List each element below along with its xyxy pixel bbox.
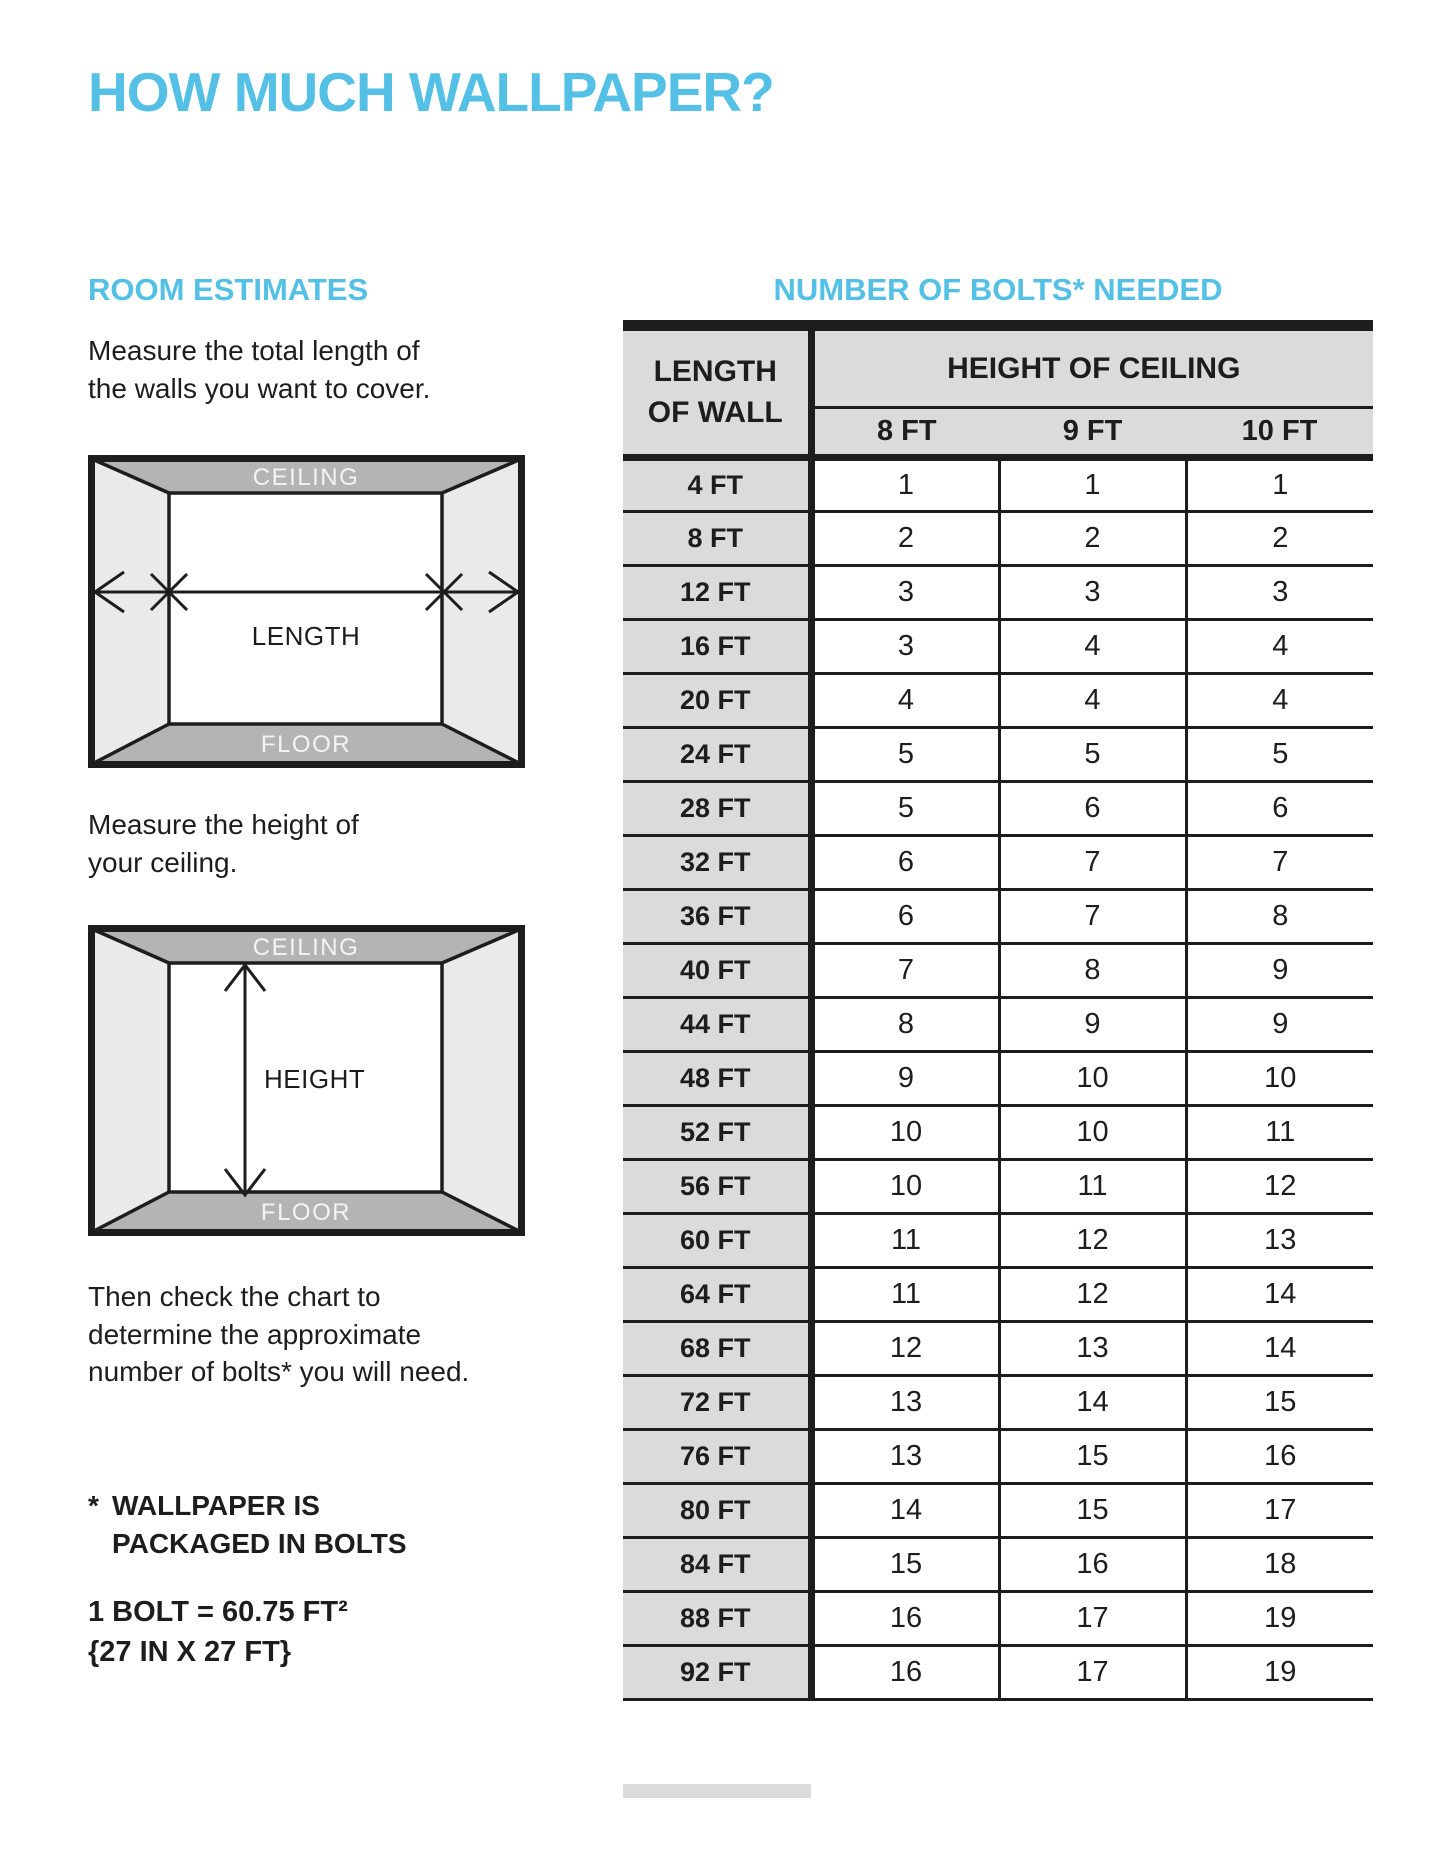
bolts-value-cell: 13: [811, 1430, 999, 1484]
table-row: [623, 1646, 1373, 1700]
ceiling-label: CEILING: [252, 934, 360, 961]
wall-length-cell: 20 FT: [623, 674, 811, 728]
bolts-value-cell: 5: [1186, 728, 1373, 782]
length-label: LENGTH: [251, 621, 361, 651]
bolts-value-cell: 4: [1186, 620, 1373, 674]
wall-length-cell: 48 FT: [623, 1052, 811, 1106]
bolts-value-cell: 15: [1186, 1376, 1373, 1430]
bolts-value-cell: 4: [999, 674, 1186, 728]
bolts-value-cell: 3: [811, 620, 999, 674]
bolts-value-cell: 12: [999, 1268, 1186, 1322]
bolts-value-cell: 9: [999, 998, 1186, 1052]
bolts-value-cell: 8: [999, 944, 1186, 998]
bolts-value-cell: 8: [811, 998, 999, 1052]
bolts-value-cell: 10: [999, 1052, 1186, 1106]
ceiling-8ft-header: 8 FT: [811, 408, 999, 458]
room-height-diagram: [88, 925, 525, 1236]
table-row: [623, 1106, 1373, 1160]
bolts-value-cell: 16: [811, 1646, 999, 1700]
bolts-value-cell: 10: [999, 1106, 1186, 1160]
footnote-text: WALLPAPER IS PACKAGED IN BOLTS: [112, 1490, 407, 1560]
bolts-value-cell: 12: [1186, 1160, 1373, 1214]
wall-length-cell: 88 FT: [623, 1592, 811, 1646]
left-wall-panel: [92, 459, 169, 764]
wall-length-cell: 36 FT: [623, 890, 811, 944]
table-row: [623, 458, 1373, 512]
wall-length-cell: 56 FT: [623, 1160, 811, 1214]
bolts-value-cell: 15: [999, 1430, 1186, 1484]
right-wall-panel: [442, 459, 521, 764]
bolts-value-cell: 14: [1186, 1322, 1373, 1376]
bolts-value-cell: 17: [999, 1592, 1186, 1646]
ceiling-label: CEILING: [252, 464, 360, 491]
bolts-value-cell: 10: [811, 1106, 999, 1160]
wall-length-column-header: LENGTH OF WALL: [623, 326, 811, 458]
bolts-value-cell: 12: [999, 1214, 1186, 1268]
table-row: [623, 1484, 1373, 1538]
back-wall: [169, 493, 442, 724]
bolts-table: [623, 320, 1373, 1701]
bolts-value-cell: 17: [1186, 1484, 1373, 1538]
bolts-value-cell: 6: [999, 782, 1186, 836]
bolts-value-cell: 3: [811, 566, 999, 620]
height-label: HEIGHT: [264, 1064, 366, 1094]
table-row: [623, 674, 1373, 728]
table-row: [623, 1592, 1373, 1646]
bolts-value-cell: 10: [811, 1160, 999, 1214]
instruction-measure-length: Measure the total length of the walls you want to cover.: [88, 335, 431, 404]
bolts-value-cell: 10: [1186, 1052, 1373, 1106]
wall-length-cell: 28 FT: [623, 782, 811, 836]
table-row: [623, 1160, 1373, 1214]
floor-label: FLOOR: [260, 1199, 352, 1226]
bolts-value-cell: 14: [1186, 1268, 1373, 1322]
wall-length-cell: 12 FT: [623, 566, 811, 620]
bolts-value-cell: 6: [811, 836, 999, 890]
bolts-value-cell: 5: [811, 782, 999, 836]
bolts-value-cell: 16: [811, 1592, 999, 1646]
bolts-value-cell: 7: [999, 836, 1186, 890]
bolts-value-cell: 8: [1186, 890, 1373, 944]
bolts-value-cell: 7: [999, 890, 1186, 944]
wall-length-cell: 72 FT: [623, 1376, 811, 1430]
wall-length-cell: 60 FT: [623, 1214, 811, 1268]
instruction-check-chart: Then check the chart to determine the approximate number of bolts* you will need.: [88, 1281, 470, 1388]
table-row: [623, 890, 1373, 944]
bolts-value-cell: 11: [811, 1214, 999, 1268]
right-wall-panel: [442, 929, 521, 1232]
ceiling-10ft-header: 10 FT: [1186, 408, 1373, 458]
table-row: [623, 944, 1373, 998]
bolts-value-cell: 2: [811, 512, 999, 566]
wall-length-cell: 84 FT: [623, 1538, 811, 1592]
bolts-value-cell: 13: [999, 1322, 1186, 1376]
asterisk-marker: *: [88, 1490, 99, 1521]
table-body: [623, 458, 1373, 1700]
bolts-value-cell: 4: [999, 620, 1186, 674]
table-row: [623, 836, 1373, 890]
bolts-value-cell: 16: [999, 1538, 1186, 1592]
bolts-value-cell: 19: [1186, 1592, 1373, 1646]
bolts-value-cell: 1: [1186, 458, 1373, 512]
bolts-value-cell: 11: [999, 1160, 1186, 1214]
bolts-value-cell: 6: [1186, 782, 1373, 836]
bolts-value-cell: 12: [811, 1322, 999, 1376]
floor-label: FLOOR: [260, 731, 352, 758]
wall-length-cell: 16 FT: [623, 620, 811, 674]
bolts-value-cell: 13: [811, 1376, 999, 1430]
table-row: [623, 1430, 1373, 1484]
bolts-value-cell: 2: [1186, 512, 1373, 566]
bolts-value-cell: 19: [1186, 1646, 1373, 1700]
table-row: [623, 1538, 1373, 1592]
wall-length-cell: 64 FT: [623, 1268, 811, 1322]
table-row: [623, 1268, 1373, 1322]
table-header-row: [623, 326, 1373, 408]
instruction-measure-height: Measure the height of your ceiling.: [88, 809, 359, 878]
table-row: [623, 512, 1373, 566]
bolts-value-cell: 17: [999, 1646, 1186, 1700]
bolts-value-cell: 5: [999, 728, 1186, 782]
room-length-diagram: [88, 455, 525, 768]
bolts-value-cell: 18: [1186, 1538, 1373, 1592]
wall-length-cell: 44 FT: [623, 998, 811, 1052]
bolts-value-cell: 3: [1186, 566, 1373, 620]
table-row: [623, 998, 1373, 1052]
bolts-value-cell: 11: [811, 1268, 999, 1322]
wall-length-cell: 4 FT: [623, 458, 811, 512]
bolts-value-cell: 15: [999, 1484, 1186, 1538]
bolts-value-cell: 1: [999, 458, 1186, 512]
table-footer-tab: [623, 1784, 811, 1798]
bolts-value-cell: 14: [811, 1484, 999, 1538]
wall-length-cell: 8 FT: [623, 512, 811, 566]
bolts-value-cell: 14: [999, 1376, 1186, 1430]
bolt-definition: 1 BOLT = 60.75 FT² {27 IN X 27 FT}: [88, 1596, 348, 1669]
bolts-value-cell: 3: [999, 566, 1186, 620]
table-row: [623, 782, 1373, 836]
wall-length-cell: 32 FT: [623, 836, 811, 890]
table-row: [623, 1214, 1373, 1268]
bolts-value-cell: 4: [1186, 674, 1373, 728]
wall-length-cell: 24 FT: [623, 728, 811, 782]
left-wall-panel: [92, 929, 169, 1232]
wall-length-cell: 52 FT: [623, 1106, 811, 1160]
bolts-value-cell: 11: [1186, 1106, 1373, 1160]
bolts-value-cell: 16: [1186, 1430, 1373, 1484]
table-row: [623, 1052, 1373, 1106]
bolts-value-cell: 9: [1186, 998, 1373, 1052]
bolts-value-cell: 13: [1186, 1214, 1373, 1268]
wall-length-cell: 76 FT: [623, 1430, 811, 1484]
bolts-value-cell: 9: [811, 1052, 999, 1106]
wall-length-cell: 92 FT: [623, 1646, 811, 1700]
table-row: [623, 620, 1373, 674]
wallpaper-footnote: [88, 1487, 407, 1563]
wall-length-cell: 68 FT: [623, 1322, 811, 1376]
ceiling-9ft-header: 9 FT: [999, 408, 1186, 458]
bolts-value-cell: 7: [1186, 836, 1373, 890]
bolts-value-cell: 1: [811, 458, 999, 512]
room-estimates-heading: ROOM ESTIMATES: [88, 272, 369, 307]
table-row: [623, 728, 1373, 782]
table-row: [623, 1376, 1373, 1430]
bolts-value-cell: 7: [811, 944, 999, 998]
wall-length-cell: 40 FT: [623, 944, 811, 998]
page-title: HOW MUCH WALLPAPER?: [88, 61, 774, 123]
wall-length-cell: 80 FT: [623, 1484, 811, 1538]
bolts-value-cell: 6: [811, 890, 999, 944]
ceiling-height-group-header: HEIGHT OF CEILING: [811, 326, 1373, 408]
table-row: [623, 1322, 1373, 1376]
table-row: [623, 566, 1373, 620]
bolts-needed-heading: NUMBER OF BOLTS* NEEDED: [773, 272, 1223, 307]
bolts-value-cell: 9: [1186, 944, 1373, 998]
bolts-value-cell: 4: [811, 674, 999, 728]
bolts-value-cell: 2: [999, 512, 1186, 566]
bolts-value-cell: 15: [811, 1538, 999, 1592]
bolts-value-cell: 5: [811, 728, 999, 782]
